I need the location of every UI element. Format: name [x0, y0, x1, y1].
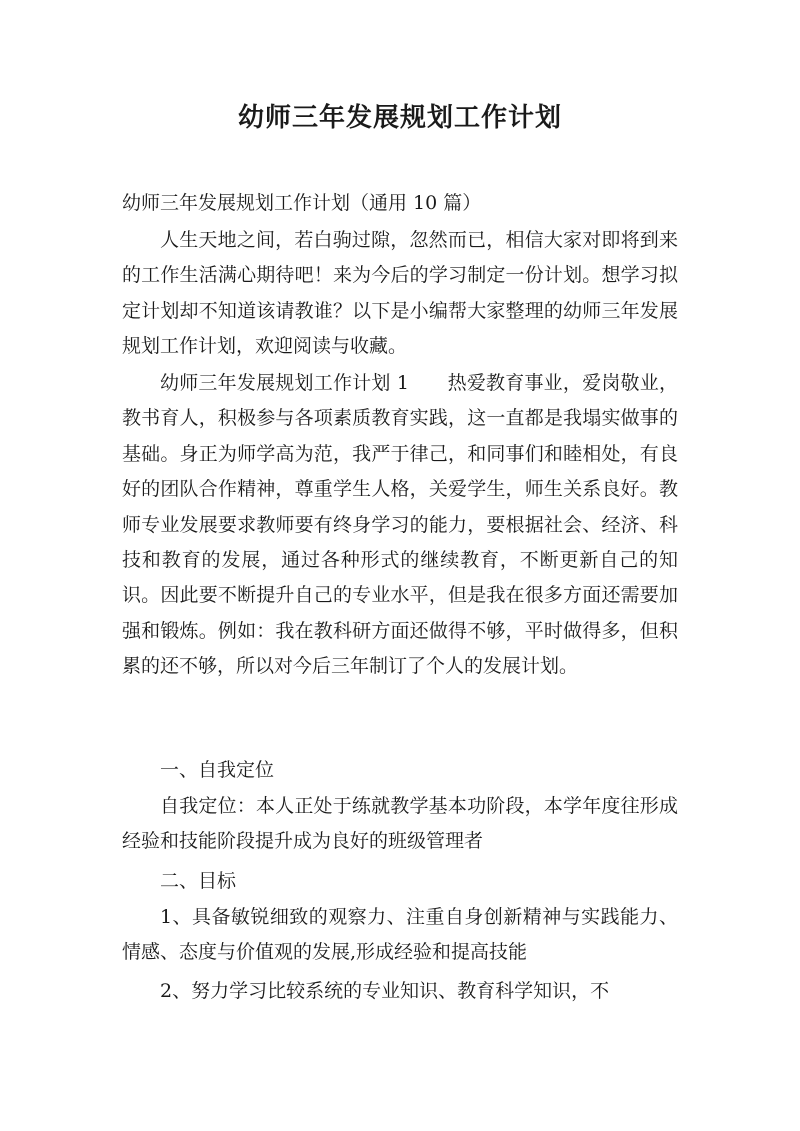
intro-paragraph: 人生天地之间，若白驹过隙，忽然而已，相信大家对即将到来的工作生活满心期待吧！来为今后的学习制定一份计划。想学习拟定计划却不知道该请教谁？以下是小编帮大家整理的幼师三年发展规划工作计划，欢迎阅读与收藏。 — [122, 229, 678, 358]
document-subtitle: 幼师三年发展规划工作计划（通用 10 篇） — [122, 192, 482, 214]
self-position-paragraph: 自我定位：本人正处于练就教学基本功阶段，本学年度往形成经验和技能阶段提升成为良好的班级管理者 — [122, 795, 678, 853]
goal-1-paragraph: 1、具备敏锐细致的观察力、注重自身创新精神与实践能力、情感、态度与价值观的发展,形成经验和提高技能 — [122, 906, 678, 964]
section-heading-self-position: 一、自我定位 — [160, 759, 275, 781]
document-title: 幼师三年发展规划工作计划 — [237, 103, 562, 133]
section-heading-goals: 二、目标 — [160, 870, 237, 892]
goal-2-paragraph: 2、努力学习比较系统的专业知识、教育科学知识，不 — [160, 980, 610, 1002]
plan-1-paragraph: 幼师三年发展规划工作计划 1 热爱教育事业，爱岗敬业，教书育人，积极参与各项素质教育实践，这一直都是我塌实做事的基础。身正为师学高为范，我严于律己，和同事们和睦相处，有良好的团队合作精神，尊重学生人格，关爱学生，师生关系良好。教师专业发展要求教师要有终身学习的能力，要根据社会、经济、科技和教育的发展，通过各种形式的继续教育，不断更新自己的知识。因此要不断提升自己的专业水平，但是我在很多方面还需要加强和锻炼。例如：我在教科研方面还做得不够，平时做得多，但积累的还不够，所以对今后三年制订了个人的发展计划。 — [122, 372, 678, 678]
